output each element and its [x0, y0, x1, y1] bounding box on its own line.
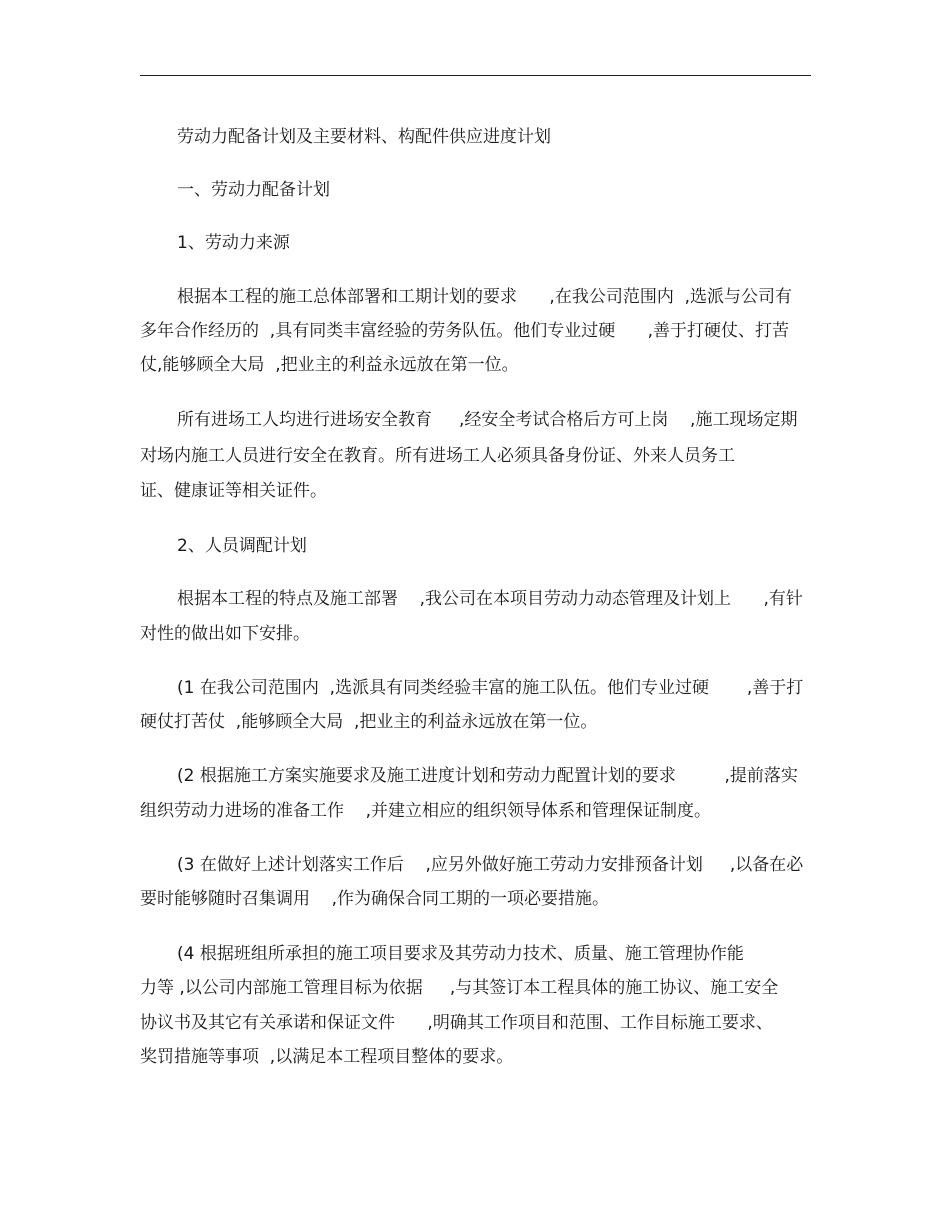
subheading-labor-source: 1、劳动力来源 — [177, 233, 290, 253]
paragraph-4-line-2: 硬仗打苦仗 ,能够顾全大局 ,把业主的利益永远放在第一位。 — [140, 712, 598, 732]
paragraph-6-line-1: (3 在做好上述计划落实工作后 ,应另外做好施工劳动力安排预备计划 ,以备在必 — [177, 855, 804, 875]
paragraph-6-line-2: 要时能够随时召集调用 ,作为确保合同工期的一项必要措施。 — [140, 889, 610, 909]
paragraph-1-line-2: 多年合作经历的 ,具有同类丰富经验的劳务队伍。他们专业过硬 ,善于打硬仗、打苦 — [140, 321, 790, 341]
subheading-staffing-plan: 2、人员调配计划 — [177, 536, 307, 556]
paragraph-7-line-1: (4 根据班组所承担的施工项目要求及其劳动力技术、质量、施工管理协作能 — [177, 944, 744, 964]
paragraph-2-line-2: 对场内施工人员进行安全在教育。所有进场工人必须具备身份证、外来人员务工 — [140, 446, 735, 466]
paragraph-7-line-2: 力等 ,以公司内部施工管理目标为依据 ,与其签订本工程具体的施工协议、施工安全 — [140, 978, 779, 998]
paragraph-4-line-1: (1 在我公司范围内 ,选派具有同类经验丰富的施工队伍。他们专业过硬 ,善于打 — [177, 678, 804, 698]
paragraph-1-line-1: 根据本工程的施工总体部署和工期计划的要求 ,在我公司范围内 ,选派与公司有 — [177, 287, 793, 307]
paragraph-3-line-2: 对性的做出如下安排。 — [140, 624, 310, 644]
paragraph-5-line-2: 组织劳动力进场的准备工作 ,并建立相应的组织领导体系和管理保证制度。 — [140, 801, 712, 821]
section-heading-labor-plan: 一、劳动力配备计划 — [177, 180, 330, 200]
paragraph-5-line-1: (2 根据施工方案实施要求及施工进度计划和劳动力配置计划的要求 ,提前落实 — [177, 766, 798, 786]
paragraph-1-line-3: 仗,能够顾全大局 ,把业主的利益永远放在第一位。 — [140, 355, 519, 375]
paragraph-2-line-3: 证、健康证等相关证件。 — [140, 481, 327, 501]
paragraph-2-line-1: 所有进场工人均进行进场安全教育 ,经安全考试合格后方可上岗 ,施工现场定期 — [177, 410, 798, 430]
document-title: 劳动力配备计划及主要材料、构配件供应进度计划 — [177, 127, 551, 147]
paragraph-7-line-4: 奖罚措施等事项 ,以满足本工程项目整体的要求。 — [140, 1047, 514, 1067]
header-rule — [140, 75, 811, 76]
paragraph-7-line-3: 协议书及其它有关承诺和保证文件 ,明确其工作项目和范围、工作目标施工要求、 — [140, 1013, 773, 1033]
paragraph-3-line-1: 根据本工程的特点及施工部署 ,我公司在本项目劳动力动态管理及计划上 ,有针 — [177, 589, 803, 609]
